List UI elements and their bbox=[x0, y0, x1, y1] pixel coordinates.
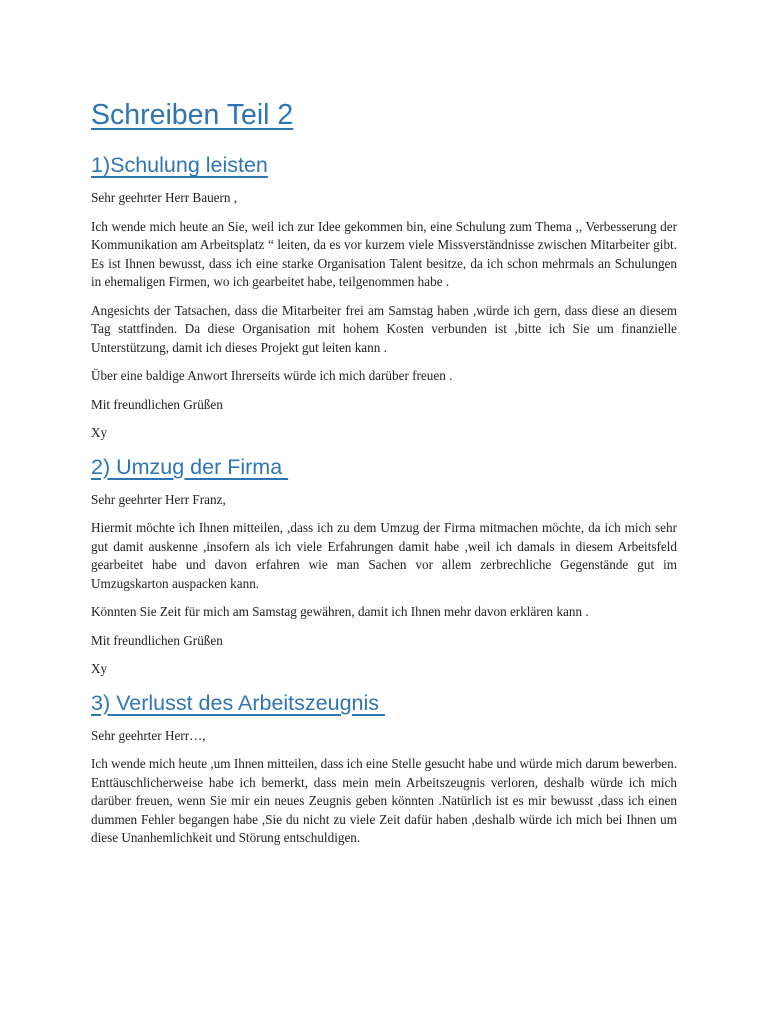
paragraph: Hiermit möchte ich Ihnen mitteilen, ,dass ich zu dem Umzug der Firma mitmachen möchte, da ich mich sehr gut damit auskenne ,insofern als ich viele Erfahrungen damit habe ,weil ich damals in diesem Arbeitsfeld gearbeitet habe und davon erfahren wie man Sachen vor allem zerbrechliche Gegenstände gut im Umzugskarton auspacken kann. bbox=[91, 520, 677, 591]
salutation: Sehr geehrter Herr Franz, bbox=[91, 491, 226, 507]
paragraph: Über eine baldige Anwort Ihrerseits würde ich mich darüber freuen . bbox=[91, 368, 453, 383]
section-umzug bbox=[91, 453, 677, 679]
paragraph: Ich wende mich heute ,um Ihnen mitteilen, dass ich eine Stelle gesucht habe und würde mich darum bewerben. Enttäuschlicherweise habe ich bemerkt, dass mein mein Arbeitszeugnis verloren, deshalb würde ich mich darüber freuen, wenn Sie mir ein neues Zeugnis geben könnten .Natürlich ist es mir bewusst ,dass ich einen dummen Fehler begangen habe ,Sie du nicht zu viele Zeit dafür haben ,deshalb würde ich mich bei Ihnen um diese Unanhemlichkeit und Störung entschuldigen. bbox=[91, 756, 677, 845]
document-title: Schreiben Teil 2 bbox=[91, 99, 294, 131]
document-page bbox=[91, 96, 677, 858]
section-heading: 2) Umzug der Firma bbox=[91, 454, 289, 479]
closing: Mit freundlichen Grüßen bbox=[91, 632, 223, 648]
paragraph: Angesichts der Tatsachen, dass die Mitarbeiter frei am Samstag haben ,würde ich gern, dass diese an diesem Tag stattfinden. Da diese Organisation mit hohem Kosten verbunden ist ,bitte ich Sie um finanzielle Unterstützung, damit ich dieses Projekt gut leiten kann . bbox=[91, 302, 677, 355]
closing: Mit freundlichen Grüßen bbox=[91, 396, 223, 412]
paragraph: Ich wende mich heute an Sie, weil ich zur Idee gekommen bin, eine Schulung zum Thema ,, Verbesserung der Kommunikation am Arbeitsplatz “ leiten, da es vor kurzem viele Missverständnisse zwischen Mitarbeiter gibt. Es ist Ihnen bewusst, dass ich eine starke Organisation Talent besitze, da ich schon mehrmals an Schulungen in ehemaligen Firmen, wo ich gearbeitet habe, teilgenommen habe . bbox=[91, 218, 677, 289]
section-arbeitszeugnis bbox=[91, 689, 677, 848]
section-schulung bbox=[91, 151, 677, 443]
paragraph: Könnten Sie Zeit für mich am Samstag gewähren, damit ich Ihnen mehr davon erklären kann . bbox=[91, 604, 589, 619]
section-heading: 1)Schulung leisten bbox=[91, 153, 268, 177]
salutation: Sehr geehrter Herr…, bbox=[91, 727, 206, 743]
signature: Xy bbox=[91, 661, 108, 676]
section-heading: 3) Verlusst des Arbeitszeugnis bbox=[91, 690, 385, 715]
salutation: Sehr geehrter Herr Bauern , bbox=[91, 190, 238, 205]
signature: Xy bbox=[91, 425, 108, 440]
